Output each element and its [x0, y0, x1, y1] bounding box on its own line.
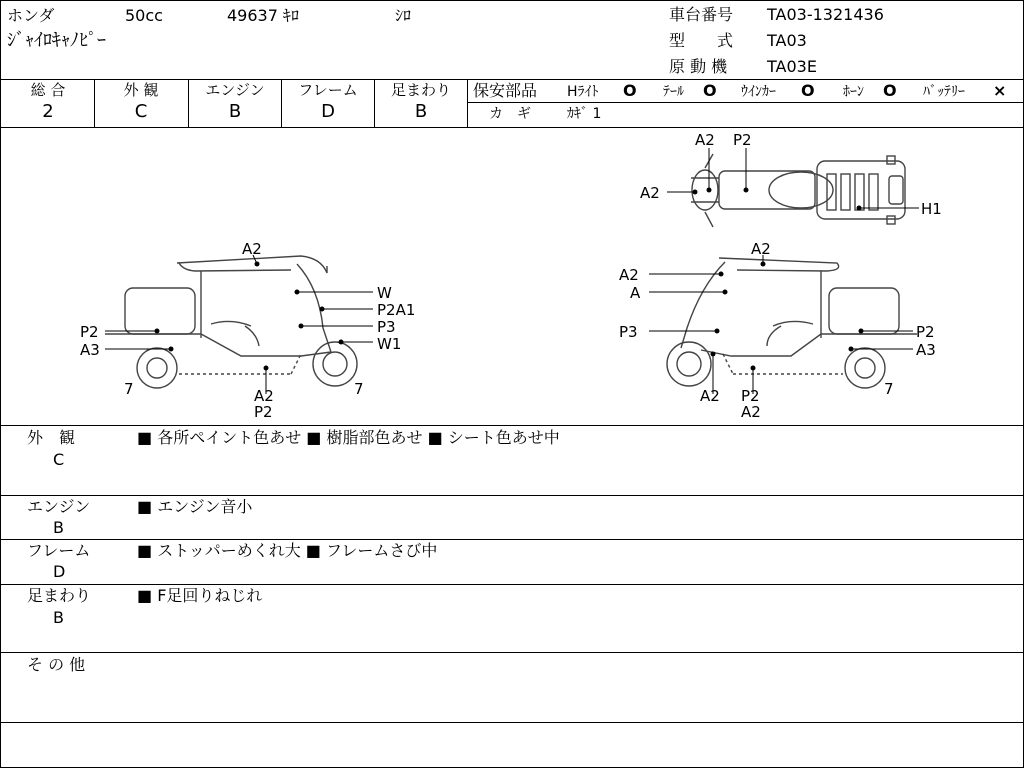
diagram-label: P3	[377, 318, 396, 336]
note-title-suspension: 足まわり	[27, 586, 92, 605]
note-grade-engine: B	[53, 518, 64, 537]
diagram-label: P2	[254, 403, 273, 421]
divider	[1, 79, 1023, 80]
model-name: ｼﾞｬｲﾛｷｬﾉﾋﾟｰ	[7, 30, 106, 51]
note-grade-suspension: B	[53, 608, 64, 627]
diagram-label: P2	[80, 323, 99, 341]
displacement: 50cc	[125, 6, 163, 25]
maker: ホンダ	[7, 6, 55, 25]
chassis-label: 車台番号	[669, 5, 734, 24]
engine-label: 原 動 機	[669, 57, 728, 76]
diagram-label: A2	[640, 184, 660, 202]
diagram-label: W	[377, 284, 392, 302]
divider	[1, 495, 1023, 496]
diagram-label: 7	[884, 380, 894, 398]
grade-value-overall: 2	[42, 101, 54, 122]
damage-diagram	[1, 128, 1023, 425]
grade-value-suspension: B	[414, 101, 428, 122]
note-title-other: そ の 他	[27, 655, 86, 674]
note-title-exterior: 外 観	[27, 428, 76, 447]
diagram-label: A2	[741, 403, 761, 421]
diagram-label: P3	[619, 323, 638, 341]
diagram-label: A2	[700, 387, 720, 405]
chassis-value: TA03-1321436	[767, 5, 884, 24]
grade-label-engine: エンジン	[205, 81, 265, 99]
mileage: 49637 ｷﾛ	[227, 6, 299, 25]
key-value: ｶｷﾞ 1	[567, 106, 602, 122]
diagram-label: P2A1	[377, 301, 416, 319]
grade-value-engine: B	[228, 101, 242, 122]
type-label: 型 式	[669, 31, 734, 50]
diagram-label: A2	[695, 131, 715, 149]
note-text-frame: ■ ストッパーめくれ大 ■ フレームさび中	[137, 541, 438, 560]
note-text-suspension: ■ F足回りねじれ	[137, 586, 263, 605]
diagram-label: P2	[733, 131, 752, 149]
divider	[1, 584, 1023, 585]
divider	[1, 425, 1023, 426]
grade-label-suspension: 足まわり	[390, 81, 451, 99]
diagram-label: P2	[916, 323, 935, 341]
note-title-frame: フレーム	[27, 541, 91, 560]
note-title-engine: エンジン	[27, 497, 91, 516]
divider	[467, 79, 468, 127]
safety-title: 保安部品	[473, 81, 538, 100]
safety-item-horn: ﾎｰﾝ	[843, 84, 864, 100]
safety-mark-headlight: O	[623, 81, 637, 100]
safety-mark-horn: O	[883, 81, 897, 100]
color: ｼﾛ	[395, 6, 412, 25]
diagram-label: P2	[741, 387, 760, 405]
divider	[1, 652, 1023, 653]
divider	[1, 722, 1023, 723]
top-view-drawing	[691, 154, 905, 227]
safety-item-tail: ﾃｰﾙ	[663, 84, 684, 100]
diagram-label: A2	[751, 240, 771, 258]
left-view-drawing	[105, 256, 357, 388]
safety-item-battery: ﾊﾞｯﾃﾘｰ	[923, 84, 965, 100]
diagram-label: 7	[354, 380, 364, 398]
grade-label-exterior: 外 観	[123, 81, 159, 99]
diagram-label: A2	[254, 387, 274, 405]
grade-label-frame: フレーム	[298, 81, 358, 99]
grade-value-frame: D	[321, 101, 335, 122]
type-value: TA03	[767, 31, 807, 50]
divider	[467, 102, 1023, 103]
engine-value: TA03E	[767, 57, 817, 76]
safety-mark-winker: O	[801, 81, 815, 100]
diagram-label: H1	[921, 200, 942, 218]
safety-item-headlight: Hﾗｲﾄ	[567, 84, 599, 100]
grade-label-overall: 総 合	[30, 81, 66, 99]
safety-mark-tail: O	[703, 81, 717, 100]
grade-value-exterior: C	[134, 101, 148, 122]
safety-mark-battery: ×	[993, 81, 1007, 100]
note-grade-exterior: C	[53, 450, 65, 469]
note-text-exterior: ■ 各所ペイント色あせ ■ 樹脂部色あせ ■ シート色あせ中	[137, 428, 560, 447]
key-label: カ ギ	[489, 106, 531, 122]
diagram-label: A3	[916, 341, 936, 359]
diagram-label: A3	[80, 341, 100, 359]
note-text-engine: ■ エンジン音小	[137, 497, 253, 516]
diagram-label: A	[630, 284, 641, 302]
divider	[1, 539, 1023, 540]
diagram-label: 7	[124, 380, 134, 398]
diagram-label: A2	[619, 266, 639, 284]
note-grade-frame: D	[53, 562, 66, 581]
diagram-label: A2	[242, 240, 262, 258]
safety-item-winker: ｳｲﾝｶｰ	[741, 84, 776, 100]
diagram-label: W1	[377, 335, 402, 353]
right-view-drawing	[667, 258, 917, 388]
